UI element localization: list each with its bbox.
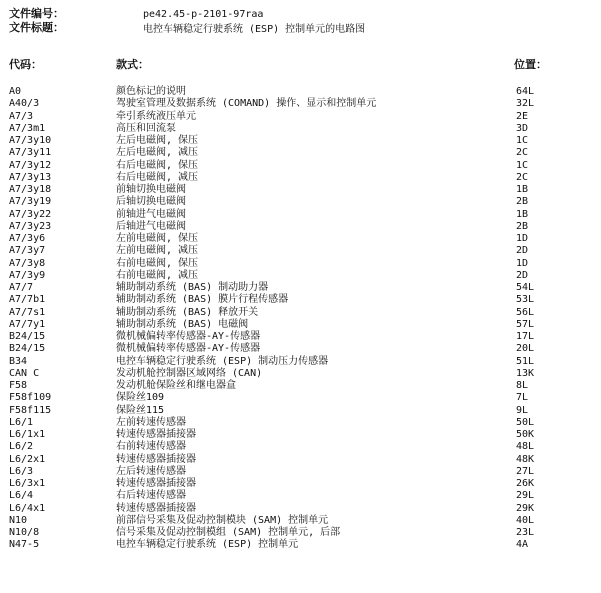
component-position: 8L: [516, 380, 529, 391]
component-position: 9L: [516, 404, 529, 416]
component-code: A7/3y23: [9, 220, 52, 232]
list-item: [0, 368, 601, 380]
component-position: 29L: [516, 490, 535, 502]
component-description: 右前转速传感器: [116, 441, 186, 453]
component-description: 前轴进气电磁阀: [116, 208, 186, 220]
file-number-value: pe42.45-p-2101-97raa: [143, 9, 264, 20]
component-code: N10: [9, 514, 28, 526]
component-code: A7/3y11: [9, 147, 52, 159]
component-code: F58f115: [9, 404, 52, 416]
component-position: 1B: [516, 208, 529, 220]
component-code: A7/3y7: [9, 245, 46, 257]
component-position: 3D: [516, 122, 529, 134]
file-number-label: 文件编号：: [9, 7, 64, 20]
component-description: 转速传感器插接器: [116, 429, 196, 440]
component-position: 1D: [516, 233, 529, 244]
component-description: 后轴切换电磁阀: [116, 196, 186, 208]
component-description: 发动机舱控制器区域网络 (CAN): [116, 367, 263, 379]
description-column-header: 款式：: [116, 58, 149, 71]
component-description: 右后电磁阀, 保压: [116, 159, 199, 171]
list-item: [0, 196, 601, 208]
component-code: F58: [9, 380, 28, 391]
component-code: A7/7s1: [9, 306, 46, 318]
component-code: L6/4x1: [9, 502, 46, 514]
list-item: [0, 490, 601, 502]
component-description: 信号采集及促动控制模组 (SAM) 控制单元, 后部: [116, 527, 341, 538]
component-position: 51L: [516, 355, 535, 367]
component-position: 50K: [516, 429, 535, 440]
list-item: [0, 86, 601, 98]
component-position: 40L: [516, 514, 535, 526]
component-position: 48K: [516, 453, 535, 465]
component-code: A0: [9, 86, 22, 97]
list-item: [0, 160, 601, 172]
component-position: 48L: [516, 441, 535, 453]
component-description: 左前电磁阀, 保压: [116, 233, 199, 244]
component-description: 左后电磁阀, 减压: [116, 147, 199, 159]
component-position: 54L: [516, 282, 535, 293]
component-description: 转速传感器插接器: [116, 502, 196, 514]
component-code: L6/1x1: [9, 429, 46, 440]
component-code: A7/3y19: [9, 196, 52, 208]
component-description: 左后电磁阀, 保压: [116, 135, 199, 146]
component-position: 50L: [516, 416, 535, 428]
component-code: A7/7b1: [9, 294, 46, 306]
component-description: 后轴进气电磁阀: [116, 220, 186, 232]
component-code: A7/3y8: [9, 257, 46, 269]
component-position: 1C: [516, 135, 529, 146]
component-position: 2B: [516, 196, 529, 208]
list-item: [0, 184, 601, 196]
component-code: L6/3: [9, 465, 34, 477]
list-item: [0, 135, 601, 147]
component-position: 2D: [516, 245, 529, 257]
component-description: 电控车辆稳定行驶系统 (ESP) 制动压力传感器: [116, 355, 329, 367]
component-description: 前部信号采集及促动控制模块 (SAM) 控制单元: [116, 514, 329, 526]
list-item: [0, 343, 601, 355]
component-code: L6/3x1: [9, 478, 46, 489]
component-description: 右后转速传感器: [116, 490, 186, 502]
component-position: 2C: [516, 147, 529, 159]
component-code: L6/4: [9, 490, 34, 502]
component-code: CAN C: [9, 367, 40, 379]
component-code: A7/3y22: [9, 208, 52, 220]
component-description: 左后转速传感器: [116, 465, 186, 477]
list-item: [0, 111, 601, 123]
position-column-header: 位置：: [514, 58, 547, 71]
list-item: [0, 392, 601, 404]
component-position: 23L: [516, 527, 535, 538]
component-position: 1D: [516, 257, 529, 269]
component-description: 辅助制动系统 (BAS) 制动助力器: [116, 282, 269, 293]
list-item: [0, 209, 601, 221]
component-code: A7/3m1: [9, 122, 46, 134]
component-code: A40/3: [9, 98, 40, 110]
list-item: [0, 503, 601, 515]
component-position: 2C: [516, 171, 529, 183]
component-description: 前轴切换电磁阀: [116, 184, 186, 195]
component-code: A7/3y6: [9, 233, 46, 244]
list-item: [0, 270, 601, 282]
component-position: 26K: [516, 478, 535, 489]
component-position: 17L: [516, 331, 535, 342]
component-description: 牵引系统液压单元: [116, 110, 196, 122]
component-code: A7/3y10: [9, 135, 52, 146]
component-code: B34: [9, 355, 28, 367]
component-position: 29K: [516, 502, 535, 514]
component-position: 13K: [516, 367, 535, 379]
component-description: 左前电磁阀, 减压: [116, 245, 199, 257]
list-item: [0, 245, 601, 257]
component-code: N10/8: [9, 527, 40, 538]
list-item: [0, 123, 601, 135]
component-list: [0, 86, 601, 552]
list-item: [0, 258, 601, 270]
component-code: L6/2: [9, 441, 34, 453]
code-column-header: 代码：: [9, 58, 42, 71]
component-code: L6/1: [9, 416, 34, 428]
component-description: 高压和回流泵: [116, 122, 176, 134]
list-item: [0, 454, 601, 466]
list-item: [0, 98, 601, 110]
list-item: [0, 233, 601, 245]
component-code: A7/7y1: [9, 318, 46, 330]
list-item: [0, 331, 601, 343]
component-code: A7/3y9: [9, 269, 46, 281]
component-position: 57L: [516, 318, 535, 330]
component-code: A7/3y12: [9, 159, 52, 171]
component-description: 发动机舱保险丝和继电器盒: [116, 380, 236, 391]
component-description: 辅助制动系统 (BAS) 电磁阀: [116, 318, 249, 330]
component-description: 微机械偏转率传感器-AY-传感器: [116, 343, 261, 355]
component-position: 56L: [516, 306, 535, 318]
component-position: 20L: [516, 343, 535, 355]
list-item: [0, 172, 601, 184]
list-item: [0, 405, 601, 417]
component-description: 左前转速传感器: [116, 416, 186, 428]
component-description: 右前电磁阀, 减压: [116, 269, 199, 281]
list-item: [0, 429, 601, 441]
file-title-label: 文件标题：: [9, 21, 64, 34]
component-code: A7/3y13: [9, 171, 52, 183]
list-item: [0, 282, 601, 294]
component-position: 27L: [516, 465, 535, 477]
component-code: B24/15: [9, 343, 46, 355]
component-description: 转速传感器插接器: [116, 453, 196, 465]
component-position: 2E: [516, 110, 529, 122]
component-description: 微机械偏转率传感器-AY-传感器: [116, 331, 261, 342]
list-item: [0, 478, 601, 490]
component-description: 驾驶室管理及数据系统 (COMAND) 操作、显示和控制单元: [116, 98, 377, 110]
list-item: [0, 466, 601, 478]
component-code: N47-5: [9, 539, 40, 551]
list-item: [0, 147, 601, 159]
component-position: 7L: [516, 392, 529, 404]
component-description: 电控车辆稳定行驶系统 (ESP) 控制单元: [116, 539, 299, 551]
list-item: [0, 307, 601, 319]
list-item: [0, 319, 601, 331]
component-code: F58f109: [9, 392, 52, 404]
component-position: 4A: [516, 539, 529, 551]
list-item: [0, 294, 601, 306]
list-item: [0, 417, 601, 429]
list-item: [0, 527, 601, 539]
component-description: 辅助制动系统 (BAS) 膜片行程传感器: [116, 294, 289, 306]
component-description: 保险丝115: [116, 404, 165, 416]
component-description: 右后电磁阀, 减压: [116, 171, 199, 183]
component-position: 1B: [516, 184, 529, 195]
component-position: 2D: [516, 269, 529, 281]
file-title-value: 电控车辆稳定行驶系统 (ESP) 控制单元的电路图: [143, 24, 366, 35]
list-item: [0, 539, 601, 551]
component-description: 保险丝109: [116, 392, 165, 404]
list-item: [0, 515, 601, 527]
component-description: 辅助制动系统 (BAS) 释放开关: [116, 306, 259, 318]
component-position: 1C: [516, 159, 529, 171]
component-position: 2B: [516, 220, 529, 232]
list-item: [0, 221, 601, 233]
component-description: 右前电磁阀, 保压: [116, 257, 199, 269]
component-code: A7/7: [9, 282, 34, 293]
component-position: 32L: [516, 98, 535, 110]
component-position: 64L: [516, 86, 535, 97]
component-code: A7/3y18: [9, 184, 52, 195]
component-position: 53L: [516, 294, 535, 306]
list-item: [0, 441, 601, 453]
component-description: 颜色标记的说明: [116, 86, 186, 97]
component-code: A7/3: [9, 110, 34, 122]
component-code: L6/2x1: [9, 453, 46, 465]
component-code: B24/15: [9, 331, 46, 342]
component-description: 转速传感器插接器: [116, 478, 196, 489]
list-item: [0, 356, 601, 368]
list-item: [0, 380, 601, 392]
